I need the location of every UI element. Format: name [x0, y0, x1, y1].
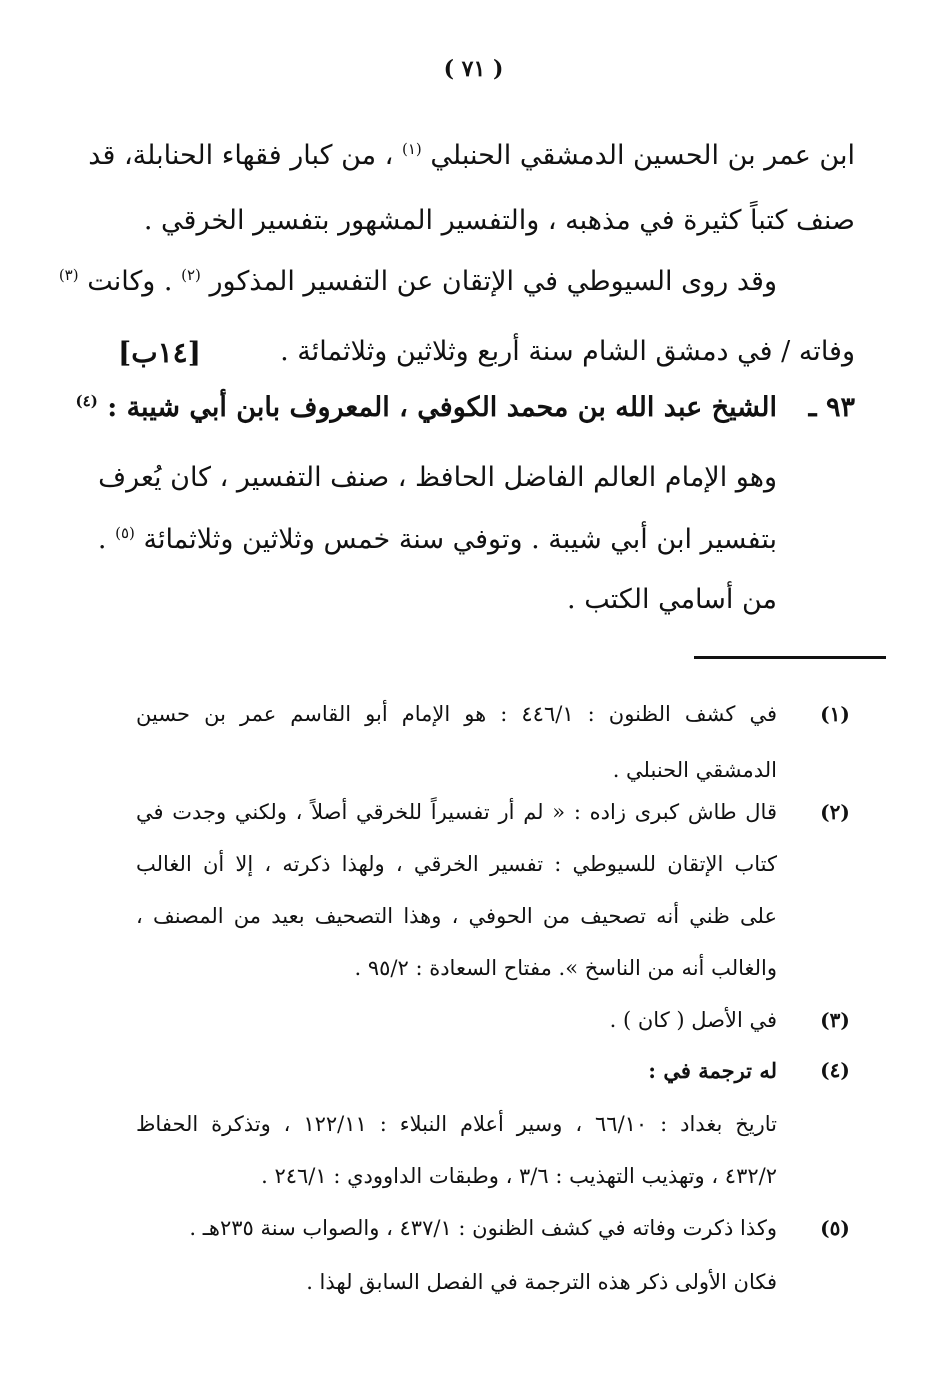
- manuscript-folio-ref: [١٤ب]: [118, 336, 201, 369]
- body-text: وقد روى السيوطي في الإتقان عن التفسير المذكور: [209, 266, 777, 297]
- footnote-number: (٢): [820, 800, 850, 824]
- footnote-1-line-2: الدمشقي الحنبلي .: [612, 758, 777, 782]
- footnote-marker: (٤): [75, 392, 98, 410]
- body-text: .: [97, 524, 107, 555]
- body-text: ابن عمر بن الحسين الدمشقي الحنبلي: [430, 140, 855, 171]
- footnote-2-line-4: والغالب أنه من الناسخ ». مفتاح السعادة : ٩٥/٢ .: [354, 956, 777, 980]
- footnote-marker: (٢): [181, 266, 201, 284]
- footnote-number: (٥): [820, 1216, 850, 1240]
- footnote-3-line-1: في الأصل ( كان ) .: [609, 1008, 777, 1032]
- footnote-number: (٣): [820, 1008, 850, 1032]
- body-text: . وكانت: [87, 266, 173, 297]
- body-text: بتفسير ابن أبي شيبة . وتوفي سنة خمس وثلاثين وثلاثمائة: [143, 524, 777, 555]
- entry-number: ٩٣ ـ: [808, 392, 855, 423]
- entry-title-line: [76, 392, 777, 423]
- body-line-8: من أسامي الكتب .: [567, 584, 777, 615]
- footnote-number: (٤): [820, 1058, 850, 1082]
- footnote-5-line-1: وكذا ذكرت وفاته في كشف الظنون : ٤٣٧/١ ، والصواب سنة ٢٣٥هـ .: [189, 1216, 777, 1240]
- footnote-marker: (١): [402, 140, 422, 158]
- body-line-7: [98, 524, 777, 555]
- footnote-4-line-3: ٤٣٢/٢ ، وتهذيب التهذيب : ٣/٦ ، وطبقات الداوودي : ٢٤٦/١ .: [261, 1164, 777, 1188]
- footnote-1-line-1: في كشف الظنون : ٤٤٦/١ : هو الإمام أبو القاسم عمر بن حسين: [136, 702, 777, 726]
- footnote-4-line-2: تاريخ بغداد : ٦٦/١٠ ، وسير أعلام النبلاء : ١٢٢/١١ ، وتذكرة الحفاظ: [136, 1112, 777, 1136]
- footnote-marker: (٥): [115, 524, 135, 542]
- footnote-5-line-2: فكان الأولى ذكر هذه الترجمة في الفصل السابق لهذا .: [306, 1270, 777, 1294]
- entry-title: الشيخ عبد الله بن محمد الكوفي ، المعروف بابن أبي شيبة :: [107, 392, 777, 423]
- footnote-marker: (٣): [58, 266, 79, 284]
- body-line-6: وهو الإمام العالم الفاضل الحافظ ، صنف التفسير ، كان يُعرف: [98, 462, 777, 493]
- body-line-3: [59, 266, 777, 297]
- body-line-2: صنف كتباً كثيرة في مذهبه ، والتفسير المشهور بتفسير الخرقي .: [143, 205, 855, 236]
- footnote-4-line-1: له ترجمة في :: [648, 1058, 777, 1083]
- footnote-2-line-2: كتاب الإتقان للسيوطي : تفسير الخرقي ، ولهذا ذكرته ، إلا أن الغالب: [136, 852, 777, 876]
- page-number: ( ٧١ ): [443, 56, 504, 82]
- body-line-4: وفاته / في دمشق الشام سنة أربع وثلاثين وثلاثمائة .: [280, 336, 855, 367]
- footnote-separator: [694, 656, 886, 659]
- body-text: ، من كبار فقهاء الحنابلة، قد: [88, 140, 394, 171]
- footnote-number: (١): [820, 702, 850, 726]
- footnote-2-line-3: على ظني أنه تصحيف من الحوفي ، وهذا التصحيف بعيد من المصنف ،: [136, 904, 777, 928]
- body-line-1: [88, 140, 855, 171]
- footnote-2-line-1: قال طاش كبرى زاده : « لم أر تفسيراً للخرقي أصلاً ، ولكني وجدت في: [136, 800, 777, 824]
